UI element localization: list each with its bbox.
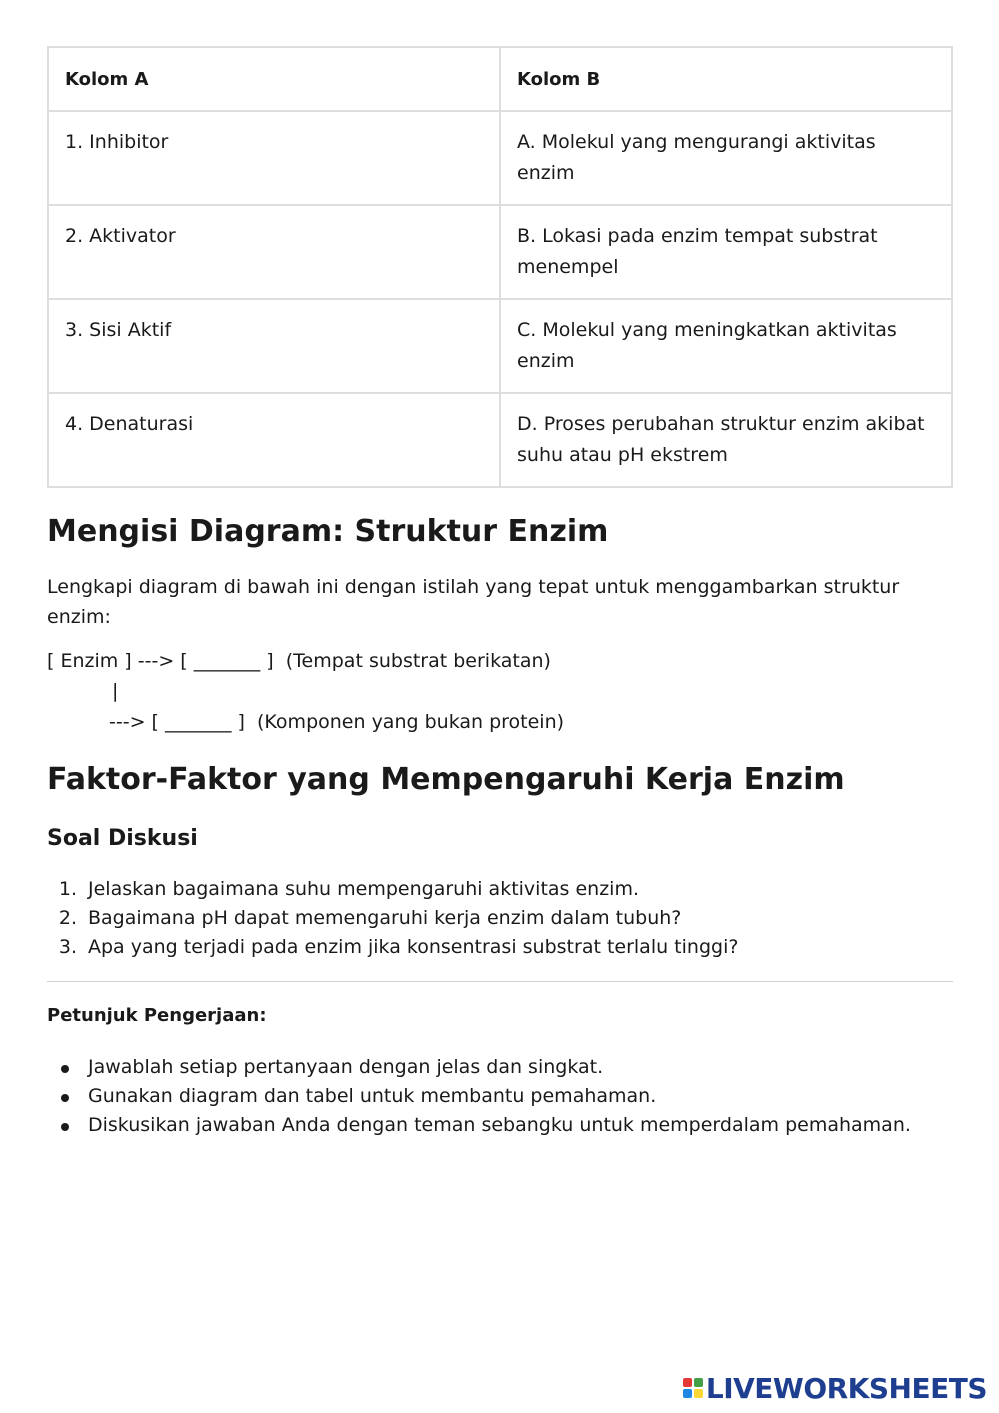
definition-cell: C. Molekul yang meningkatkan aktivitas enzim: [500, 299, 952, 393]
worksheet-page: [47, 46, 953, 1140]
list-item: [47, 1082, 953, 1111]
logo-square: [694, 1378, 703, 1387]
question-text: Jelaskan bagaimana suhu mempengaruhi aktivitas enzim.: [88, 878, 640, 900]
bullet-icon: [61, 1094, 69, 1102]
term-cell: 3. Sisi Aktif: [48, 299, 500, 393]
term-cell: 4. Denaturasi: [48, 393, 500, 487]
list-item: [47, 933, 953, 962]
instruction-text: Diskusikan jawaban Anda dengan teman sebangku untuk memperdalam pemahaman.: [88, 1114, 911, 1136]
list-item: [47, 875, 953, 904]
instruction-text: Jawablah setiap pertanyaan dengan jelas dan singkat.: [88, 1056, 604, 1078]
header-kolom-b: Kolom B: [500, 47, 952, 111]
table-row: [48, 205, 952, 299]
list-item: [47, 1111, 953, 1140]
diagram-line-cofactor: ---> [ _______ ] (Komponen yang bukan protein): [109, 711, 565, 733]
definition-cell: D. Proses perubahan struktur enzim akibat suhu atau pH ekstrem: [500, 393, 952, 487]
factors-heading: Faktor-Faktor yang Mempengaruhi Kerja Enzim: [47, 762, 845, 797]
logo-square: [683, 1389, 692, 1398]
diagram-heading: Mengisi Diagram: Struktur Enzim: [47, 514, 609, 549]
question-number: 2.: [58, 907, 77, 929]
term-cell: 2. Aktivator: [48, 205, 500, 299]
logo-square: [694, 1389, 703, 1398]
list-item: [47, 904, 953, 933]
table-header-row: [48, 47, 952, 111]
logo-mark-icon: [683, 1378, 703, 1398]
question-text: Apa yang terjadi pada enzim jika konsentrasi substrat terlalu tinggi?: [88, 936, 739, 958]
table-row: [48, 111, 952, 205]
question-number: 3.: [58, 936, 77, 958]
bullet-icon: [61, 1123, 69, 1131]
brand-name: LIVEWORKSHEETS: [705, 1371, 987, 1405]
table-row: [48, 299, 952, 393]
logo-square: [683, 1378, 692, 1387]
header-kolom-a: Kolom A: [48, 47, 500, 111]
definition-cell: A. Molekul yang mengurangi aktivitas enzim: [500, 111, 952, 205]
section-divider: [47, 981, 953, 982]
diagram-line-active-site: [ Enzim ] ---> [ _______ ] (Tempat substrat berikatan): [47, 650, 551, 672]
table-row: [48, 393, 952, 487]
enzyme-structure-diagram: [47, 646, 953, 738]
question-number: 1.: [58, 878, 77, 900]
diagram-instruction: Lengkapi diagram di bawah ini dengan istilah yang tepat untuk menggambarkan struktur enzim:: [47, 576, 900, 628]
instructions-list: [47, 1053, 953, 1140]
bullet-icon: [61, 1065, 69, 1073]
liveworksheets-logo[interactable]: [683, 1370, 987, 1406]
instructions-label: Petunjuk Pengerjaan:: [47, 1005, 267, 1026]
discussion-subheading: Soal Diskusi: [47, 826, 198, 851]
discussion-questions: [47, 875, 953, 962]
definition-cell: B. Lokasi pada enzim tempat substrat menempel: [500, 205, 952, 299]
matching-table: [47, 46, 953, 488]
term-cell: 1. Inhibitor: [48, 111, 500, 205]
diagram-connector: |: [112, 680, 119, 702]
instruction-text: Gunakan diagram dan tabel untuk membantu pemahaman.: [88, 1085, 657, 1107]
list-item: [47, 1053, 953, 1082]
question-text: Bagaimana pH dapat memengaruhi kerja enzim dalam tubuh?: [88, 907, 682, 929]
